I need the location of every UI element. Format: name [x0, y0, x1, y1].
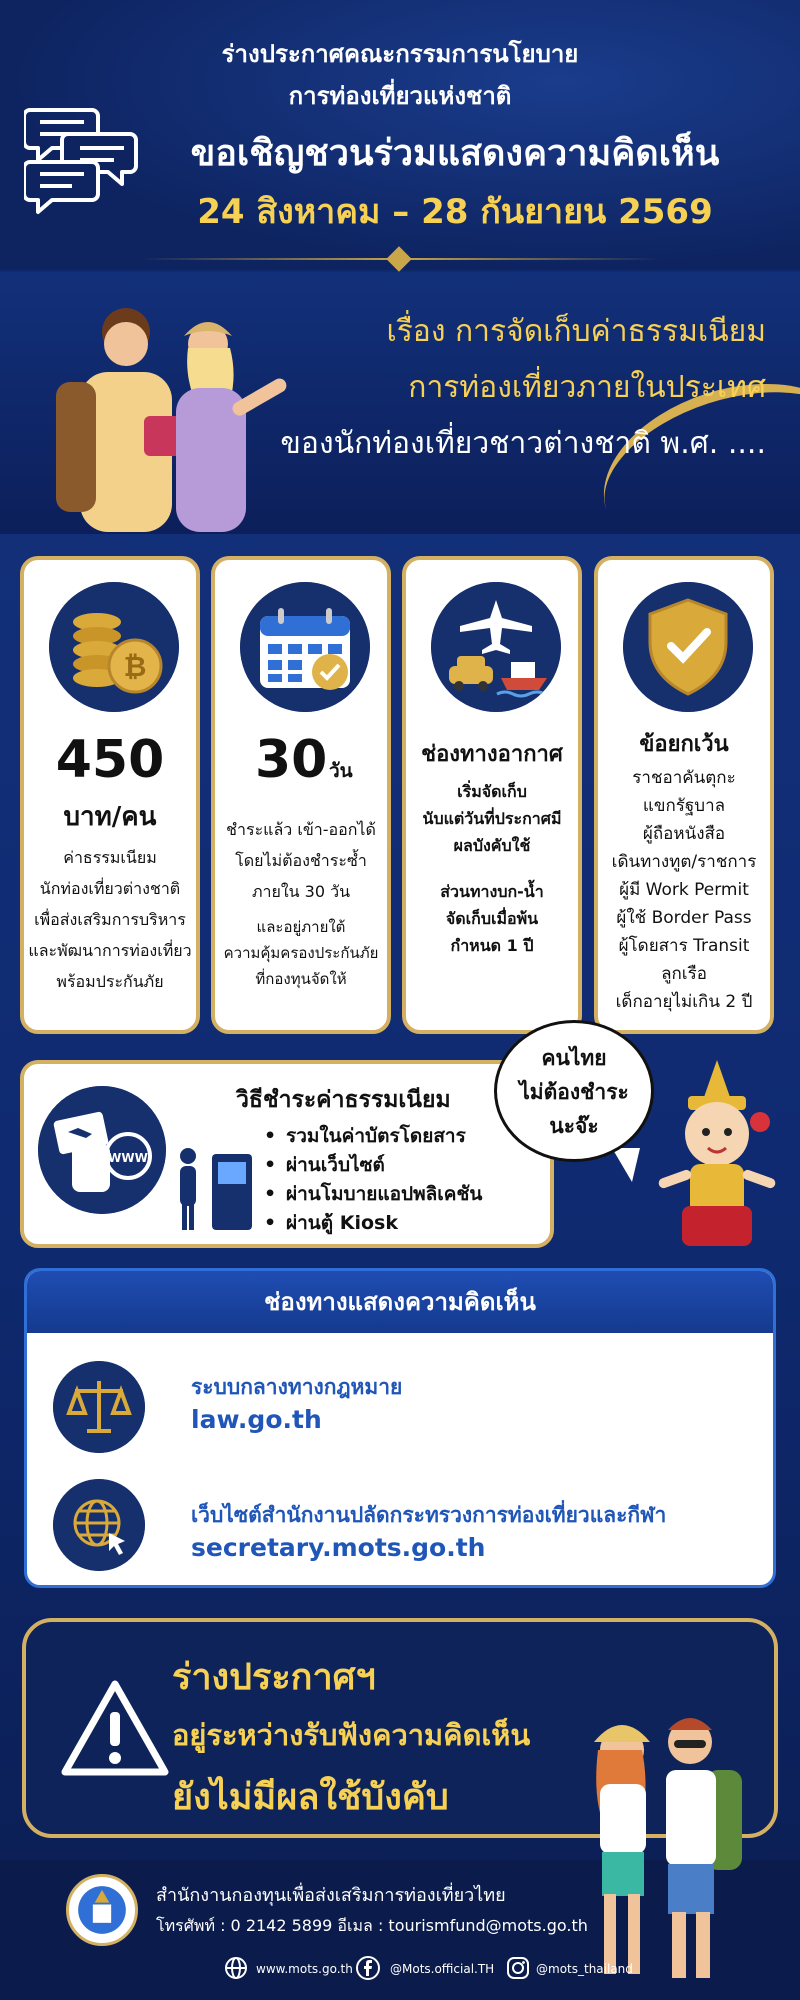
fee-desc-line: ค่าธรรมเนียม [63, 848, 157, 867]
land-water-description [406, 878, 578, 959]
subject-line3: ของนักท่องเที่ยวชาวต่างชาติ พ.ศ. .... [280, 426, 766, 461]
speech-line: คนไทย [541, 1046, 607, 1070]
validity-desc-line: โดยไม่ต้องชำระซ้ำ [235, 851, 367, 870]
speech-bubble [494, 1020, 654, 1162]
svg-text:WWW: WWW [108, 1151, 148, 1165]
exemptions-list [598, 764, 770, 1016]
comment-channels-title: ช่องทางแสดงความคิดเห็น [27, 1271, 773, 1333]
exemption-item: ผู้ถือหนังสือ [642, 824, 726, 844]
exemption-item: แขกรัฐบาล [642, 796, 726, 816]
payment-methods-box [20, 1060, 554, 1248]
validity-description [217, 814, 385, 907]
air-channel-description [406, 778, 578, 859]
exemption-item: เดินทางทูต/ราชการ [611, 852, 757, 872]
exemption-item: ผู้โดยสาร Transit [618, 936, 750, 956]
subject-line2: การท่องเที่ยวภายในประเทศ [408, 370, 766, 405]
land-desc-line: จัดเก็บเมื่อพ้น [445, 909, 539, 928]
globe-icon [224, 1956, 248, 1980]
insurance-description [217, 914, 385, 992]
scales-icon [53, 1361, 145, 1453]
thai-dancer-mascot [652, 1056, 782, 1256]
exemption-item: ราชอาคันตุกะ [632, 768, 736, 788]
exemption-item: ผู้มี Work Permit [619, 880, 749, 900]
fee-amount: 450 [55, 730, 165, 790]
fee-card [20, 556, 200, 1034]
validity-desc-line: ชำระแล้ว เข้า-ออกได้ [226, 820, 376, 839]
insurance-desc-line: ความคุ้มครองประกันภัย [223, 944, 379, 962]
payment-method-item: • ผ่านโมบายแอปพลิเคชัน [286, 1180, 482, 1209]
transport-icon [431, 582, 561, 712]
warning-not-effective: ยังไม่มีผลใช้บังคับ [172, 1777, 449, 1818]
payment-method-item: • รวมในค่าบัตรโดยสาร [286, 1122, 482, 1151]
payment-channels-icon [38, 1086, 166, 1214]
subject-line1: เรื่อง การจัดเก็บค่าธรรมเนียม [386, 314, 766, 349]
insurance-desc-line: และอยู่ภายใต้ [256, 918, 346, 936]
warning-icon [60, 1678, 170, 1778]
insurance-desc-line: ที่กองทุนจัดให้ [255, 970, 347, 988]
warning-status: อยู่ระหว่างรับฟังความคิดเห็น [172, 1718, 531, 1752]
backpacker-couple-illustration [566, 1690, 746, 1990]
coins-icon [49, 582, 179, 712]
air-desc-line: นับแต่วันที่ประกาศมี [422, 809, 562, 828]
instagram-icon [506, 1956, 530, 1980]
collection-channel-card [402, 556, 582, 1034]
air-desc-line: เริ่มจัดเก็บ [457, 782, 527, 801]
law-portal-name: ระบบกลางทางกฎหมาย [191, 1375, 403, 1399]
shield-check-icon [623, 582, 753, 712]
chat-bubbles-icon [24, 104, 144, 216]
website-link[interactable]: www.mots.go.th [256, 1962, 353, 1976]
validity-days-number: 30 [255, 730, 328, 790]
facebook-link[interactable]: @Mots.official.TH [390, 1962, 495, 1976]
validity-days-unit: วัน [329, 760, 353, 782]
fee-desc-line: พร้อมประกันภัย [56, 972, 164, 991]
speech-line: ไม่ต้องชำระ [519, 1080, 629, 1104]
globe-cursor-icon [53, 1479, 145, 1571]
speech-bubble-tail [612, 1148, 640, 1182]
mots-website-name: เว็บไซต์สำนักงานปลัดกระทรวงการท่องเที่ยวและกีฬา [191, 1503, 667, 1527]
speech-line: นะจ๊ะ [549, 1114, 599, 1138]
validity-card [211, 556, 391, 1034]
comment-period-dates: 24 สิงหาคม – 28 กันยายน 2569 [197, 192, 713, 232]
calendar-icon [240, 582, 370, 712]
invite-heading: ขอเชิญชวนร่วมแสดงความคิดเห็น [190, 133, 720, 174]
law-portal-link[interactable]: law.go.th [191, 1405, 322, 1434]
air-desc-line: ผลบังคับใช้ [453, 836, 531, 855]
kiosk-icon [174, 1146, 258, 1232]
payment-method-item: • ผ่านตู้ Kiosk [286, 1209, 482, 1238]
air-channel-title: ช่องทางอากาศ [421, 742, 563, 767]
fee-desc-line: เพื่อส่งเสริมการบริหาร [34, 910, 186, 929]
exemption-item: ผู้ใช้ Border Pass [616, 908, 752, 928]
validity-desc-line: ภายใน 30 วัน [251, 882, 351, 901]
organization-name: สำนักงานกองทุนเพื่อส่งเสริมการท่องเที่ยวไทย [156, 1885, 506, 1906]
svg-text:₿: ₿ [123, 650, 147, 683]
comment-channels-box [24, 1268, 776, 1588]
land-desc-line: ส่วนทางบก-น้ำ [440, 882, 544, 901]
facebook-icon [356, 1956, 380, 1980]
exemption-item: ลูกเรือ [661, 964, 707, 984]
payment-method-list [286, 1122, 482, 1238]
header-title-line2: การท่องเที่ยวแห่งชาติ [288, 82, 512, 110]
contact-info: โทรศัพท์ : 0 2142 5899 อีเมล : tourismfund@mots.go.th [156, 1916, 588, 1935]
warning-title: ร่างประกาศฯ [172, 1657, 376, 1698]
header-title-line1: ร่างประกาศคณะกรรมการนโยบาย [221, 40, 579, 68]
fee-unit: บาท/คน [63, 802, 157, 832]
payment-method-item: • ผ่านเว็บไซต์ [286, 1151, 482, 1180]
payment-title: วิธีชำระค่าธรรมเนียม [236, 1087, 451, 1113]
exemption-item: เด็กอายุไม่เกิน 2 ปี [615, 992, 753, 1012]
fee-desc-line: นักท่องเที่ยวต่างชาติ [39, 879, 181, 898]
land-desc-line: กำหนด 1 ปี [450, 936, 534, 955]
fee-desc-line: และพัฒนาการท่องเที่ยว [28, 941, 192, 960]
instagram-link[interactable]: @mots_thailand [536, 1962, 633, 1976]
mots-website-link[interactable]: secretary.mots.go.th [191, 1533, 486, 1562]
tourist-couple-illustration [26, 298, 296, 534]
exemptions-card [594, 556, 774, 1034]
fee-description [28, 842, 192, 997]
tourism-fund-logo [66, 1874, 138, 1946]
exemptions-title: ข้อยกเว้น [639, 732, 729, 757]
